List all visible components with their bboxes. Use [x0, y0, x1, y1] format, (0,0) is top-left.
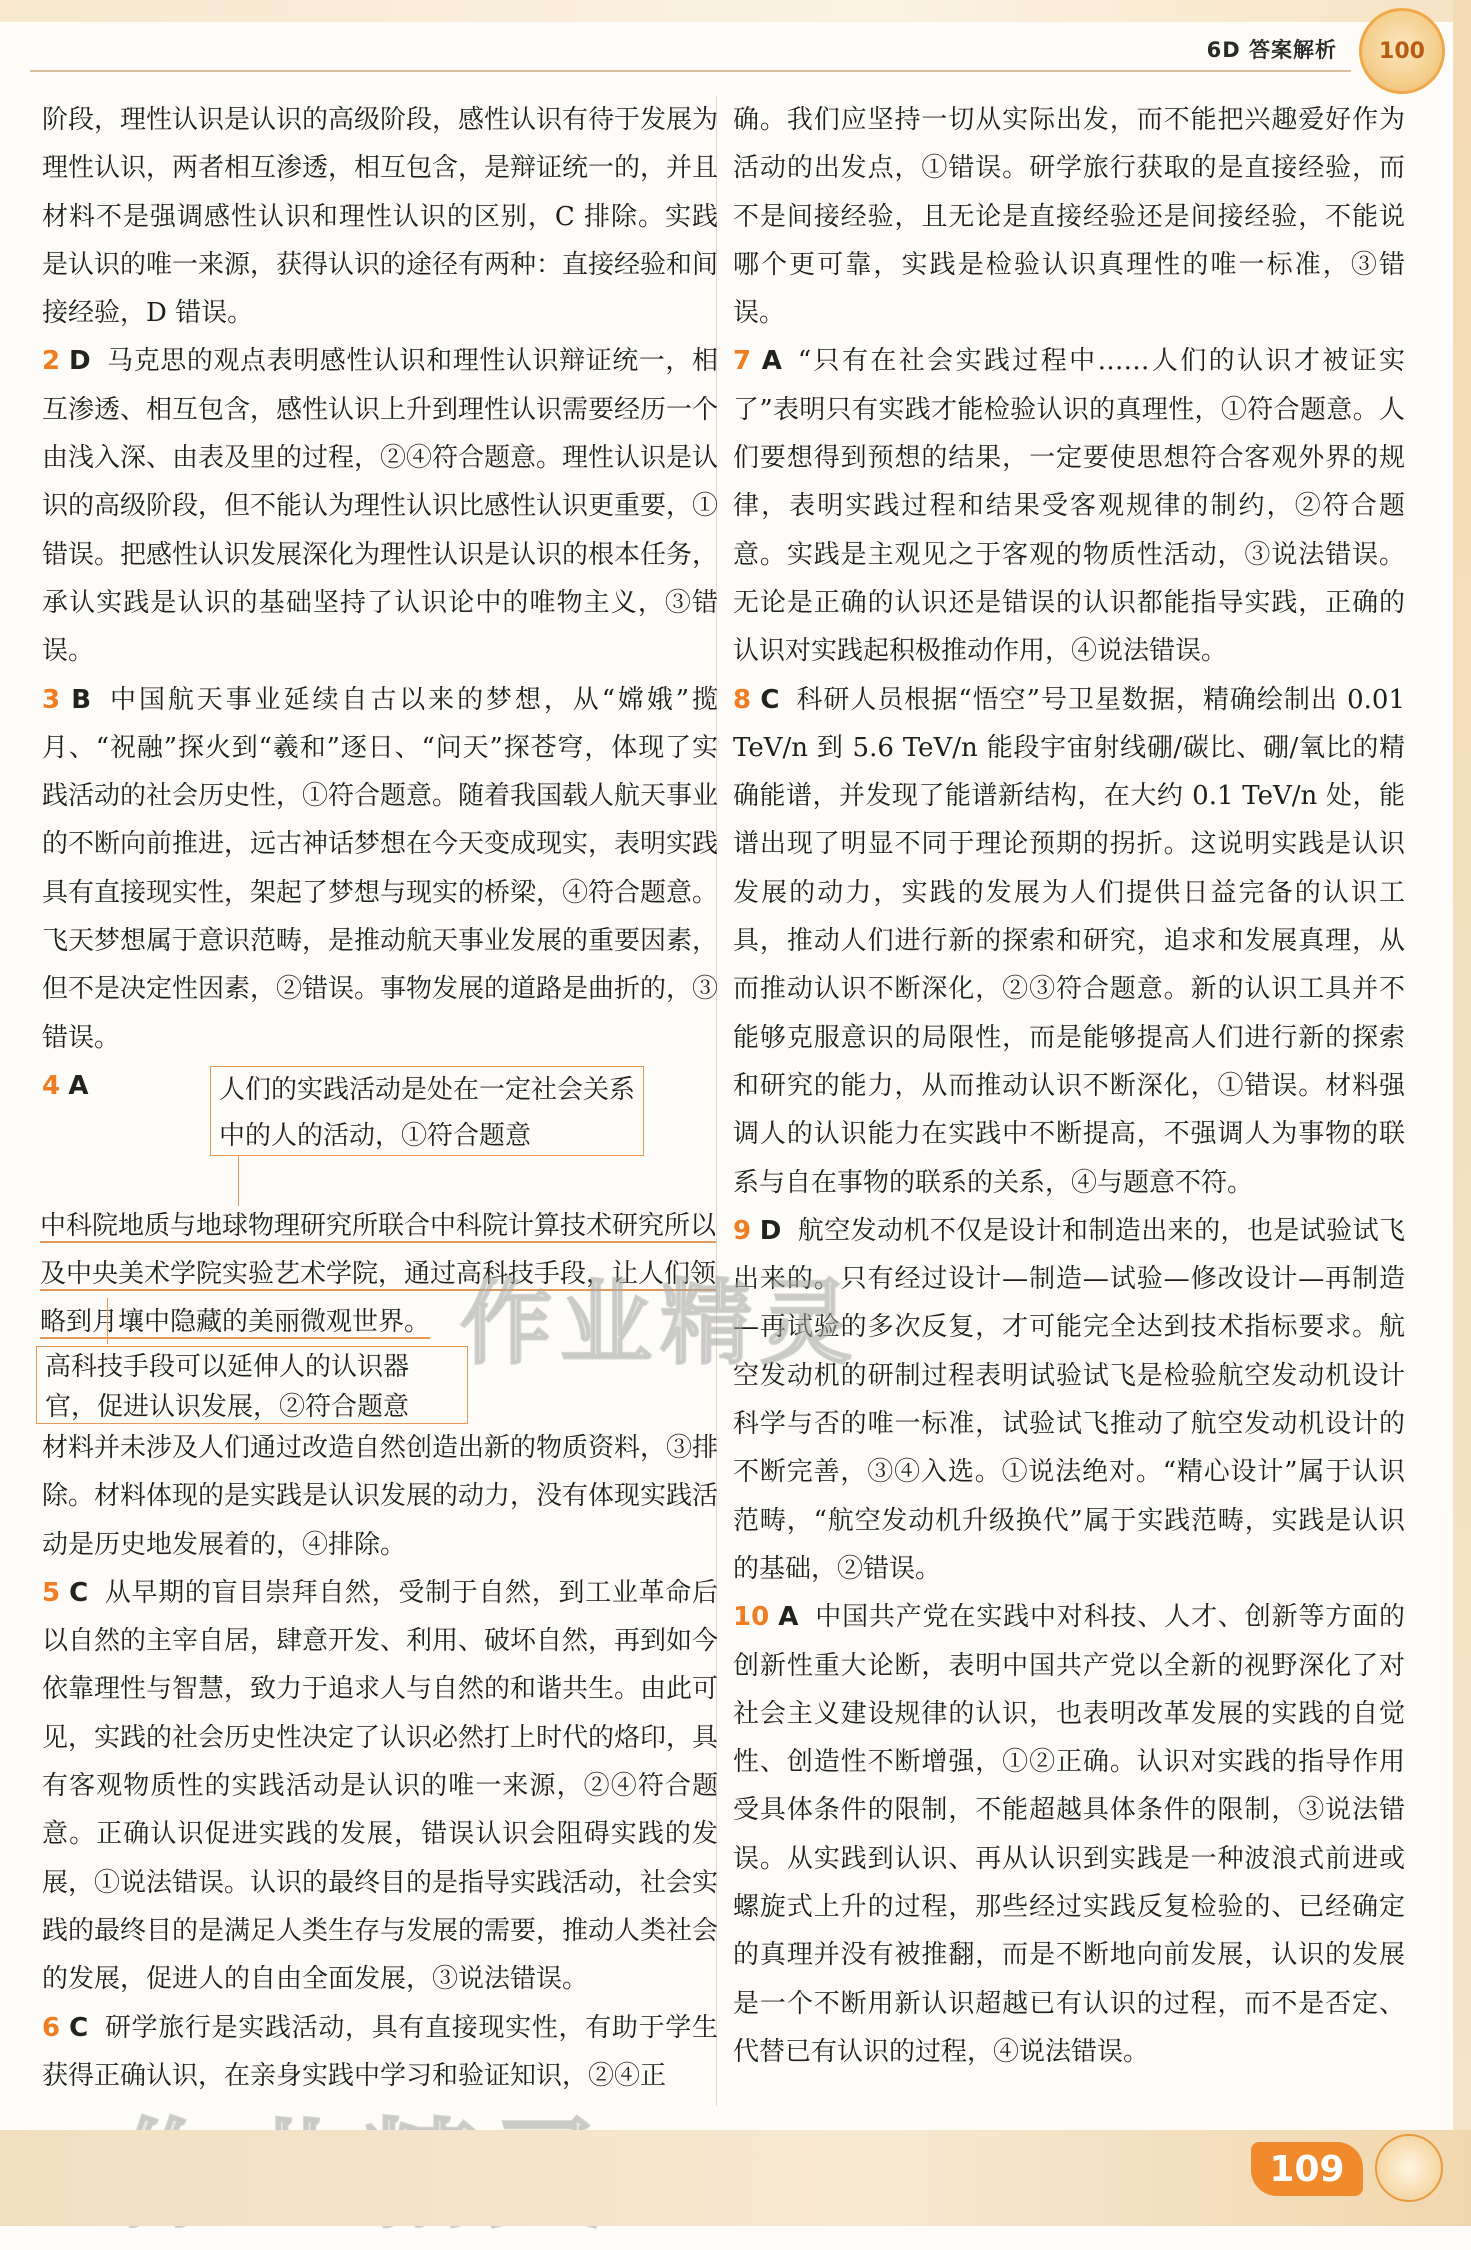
answer-letter: A: [68, 1070, 89, 1101]
right-column: [733, 96, 1405, 2076]
explanation-text: 科研人员根据“悟空”号卫星数据，精确绘制出 0.01 TeV/n 到 5.6 TeV/n 能段宇宙射线硼/碳比、硼/氧比的精确能谱，并发现了能谱新结构，在大约 0.1 TeV/n 处，能谱出现了明显不同于理论预期的拐折。这说明实践是认识发展的动力，实践的发展为人们提供日益完备的认识工具，推动人们进行新的探索和研究，追求和发展真理，从而推动认识不断深化，②③符合题意。新的认识工具并不能够克服意识的局限性，而是能够提高人们进行新的探索和研究的能力，从而推动认识不断深化，①错误。材料强调人的认识能力在实践中不断提高，不强调人为事物的联系与自在事物的联系的关系，④与题意不符。: [733, 684, 1405, 1198]
answer-letter: C: [69, 2012, 89, 2043]
header-divider: [30, 70, 1351, 72]
explanation-text: 中国航天事业延续自古以来的梦想，从“嫦娥”揽月、“祝融”探火到“羲和”逐日、“问天”探苍穹，体现了实践活动的社会历史性，①符合题意。随着我国载人航天事业的不断向前推进，远古神话梦想在今天变成现实，表明实践具有直接现实性，架起了梦想与现实的桥梁，④符合题意。飞天梦想属于意识范畴，是推动航天事业发展的重要因素，但不是决定性因素，②错误。事物发展的道路是曲折的，③错误。: [42, 684, 719, 1053]
footer-decor-bar: [0, 2130, 1471, 2226]
material-text: [40, 1202, 716, 1346]
answer-item-6: [42, 2004, 718, 2101]
answer-letter: B: [71, 684, 92, 715]
question-number: 6: [42, 2012, 61, 2043]
answer-letter: D: [759, 1215, 782, 1246]
connector-line-2: [107, 1298, 108, 1344]
item-4-heading: [42, 1062, 104, 1110]
logo-text: 100: [1379, 38, 1425, 64]
question-number: 4: [42, 1070, 61, 1101]
right-decor-strip: [1453, 0, 1471, 2226]
explanation-text: “只有在社会实践过程中……人们的认识才被证实了”表明只有实践才能检验认识的真理性，①符合题意。人们要想得到预想的结果，一定要使思想符合客观外界的规律，表明实践过程和结果受客观规律的制约，②符合题意。实践是主观见之于客观的物质性活动，③说法错误。无论是正确的认识还是错误的认识都能指导实践，正确的认识对实践起积极推动作用，④说法错误。: [733, 346, 1405, 667]
question-number: 9: [733, 1215, 752, 1246]
answer-item-9: [733, 1207, 1405, 1593]
answer-letter: C: [760, 684, 780, 715]
item-6-continued: 确。我们应坚持一切从实际出发，而不能把兴趣爱好作为活动的出发点，①错误。研学旅行获取的是直接经验，而不是间接经验，且无论是直接经验还是间接经验，不能说哪个更可靠，实践是检验认识真理性的唯一标准，③错误。: [733, 105, 1405, 329]
section-header: 6D 答案解析: [1206, 38, 1337, 62]
annotation-box-2: 高科技手段可以延伸人的认识器官，促进认识发展，②符合题意: [36, 1346, 468, 1424]
explanation-text: 中国共产党在实践中对科技、人才、创新等方面的创新性重大论断，表明中国共产党以全新的视野深化了对社会主义建设规律的认识，也表明改革发展的实践的自觉性、创造性不断增强，①②正确。认识对实践的指导作用受具体条件的限制，不能超越具体条件的限制，③说法错误。从实践到认识、再从认识到实践是一种波浪式前进或螺旋式上升的过程，那些经过实践反复检验的、已经确定的真理并没有被推翻，而是不断地向前发展，认识的发展是一个不断用新认识超越已有认识的过程，而不是否定、代替已有认识的过程，④说法错误。: [733, 1602, 1405, 2067]
explanation-text: 从早期的盲目崇拜自然，受制于自然，到工业革命后以自然的主宰自居，肆意开发、利用、破坏自然，再到如今依靠理性与智慧，致力于追求人与自然的和谐共生。由此可见，实践的社会历史性决定了认识必然打上时代的烙印，具有客观物质性的实践活动是认识的唯一来源，②④符合题意。正确认识促进实践的发展，错误认识会阻碍实践的发展，①说法错误。认识的最终目的是指导实践活动，社会实践的最终目的是满足人类生存与发展的需要，推动人类社会的发展，促进人的自由全面发展，③说法错误。: [42, 1577, 719, 1995]
answer-letter: D: [68, 346, 91, 377]
question-number: 7: [733, 346, 752, 377]
answer-item-10: [733, 1593, 1405, 2076]
explanation-text: 航空发动机不仅是设计和制造出来的，也是试验试飞出来的。只有经过设计—制造—试验—修改设计—再制造—再试验的多次反复，才可能完全达到技术指标要求。航空发动机的研制过程表明试验试飞是检验航空发动机设计科学与否的唯一标准，试验试飞推动了航空发动机设计的不断完善，③④入选。①说法绝对。“精心设计”属于认识范畴，“航空发动机升级换代”属于实践范畴，实践是认识的基础，②错误。: [733, 1215, 1405, 1584]
top-decor-bar: [0, 0, 1471, 22]
answer-letter: A: [778, 1602, 799, 1633]
answer-letter: C: [69, 1577, 89, 1608]
answer-item-5: [42, 1569, 718, 2004]
page-number: 109: [1251, 2142, 1363, 2196]
question-number: 2: [42, 346, 61, 377]
brand-logo-icon: [1359, 8, 1445, 94]
explanation-text: 研学旅行是实践活动，具有直接现实性，有助于学生获得正确认识，在亲身实践中学习和验证知识，②④正: [42, 2012, 718, 2091]
item-4-explanation: 材料并未涉及人们通过改造自然创造出新的物质资料，③排除。材料体现的是实践是认识发展的动力，没有体现实践活动是历史地发展着的，④排除。: [42, 1432, 719, 1560]
question-number: 8: [733, 684, 752, 715]
question-number: 3: [42, 684, 61, 715]
answer-item-3: [42, 676, 718, 1062]
connector-line-1: [238, 1156, 239, 1206]
watermark: 作业精灵: [460, 1270, 861, 1377]
answer-item-4-diagram: [42, 1062, 718, 1424]
left-column: [42, 96, 718, 2100]
question-number: 10: [733, 1602, 770, 1633]
answer-item-8: [733, 676, 1405, 1207]
mascot-icon: [1375, 2134, 1443, 2202]
underlined-material: 中科院地质与地球物理研究所联合中科院计算技术研究所以及中央美术学院实验艺术学院，通过高科技手段，让人们领略到月壤中隐藏的美丽微观世界。: [40, 1210, 717, 1337]
explanation-text: 马克思的观点表明感性认识和理性认识辩证统一，相互渗透、相互包含，感性认识上升到理性认识需要经历一个由浅入深、由表及里的过程，②④符合题意。理性认识是认识的高级阶段，但不能认为理性认识比感性认识更重要，①错误。把感性认识发展深化为理性认识是认识的根本任务，承认实践是认识的基础坚持了认识论中的唯物主义，③错误。: [42, 346, 719, 667]
annotation-box-1: 人们的实践活动是处在一定社会关系中的人的活动，①符合题意: [210, 1066, 644, 1156]
answer-item-2: [42, 337, 718, 675]
answer-letter: A: [761, 346, 782, 377]
intro-paragraph: 阶段，理性认识是认识的高级阶段，感性认识有待于发展为理性认识，两者相互渗透，相互包含，是辩证统一的，并且材料不是强调感性认识和理性认识的区别，C 排除。实践是认识的唯一来源，获得认识的途径有两种：直接经验和间接经验，D 错误。: [42, 105, 719, 329]
question-number: 5: [42, 1577, 61, 1608]
answer-item-7: [733, 337, 1405, 675]
